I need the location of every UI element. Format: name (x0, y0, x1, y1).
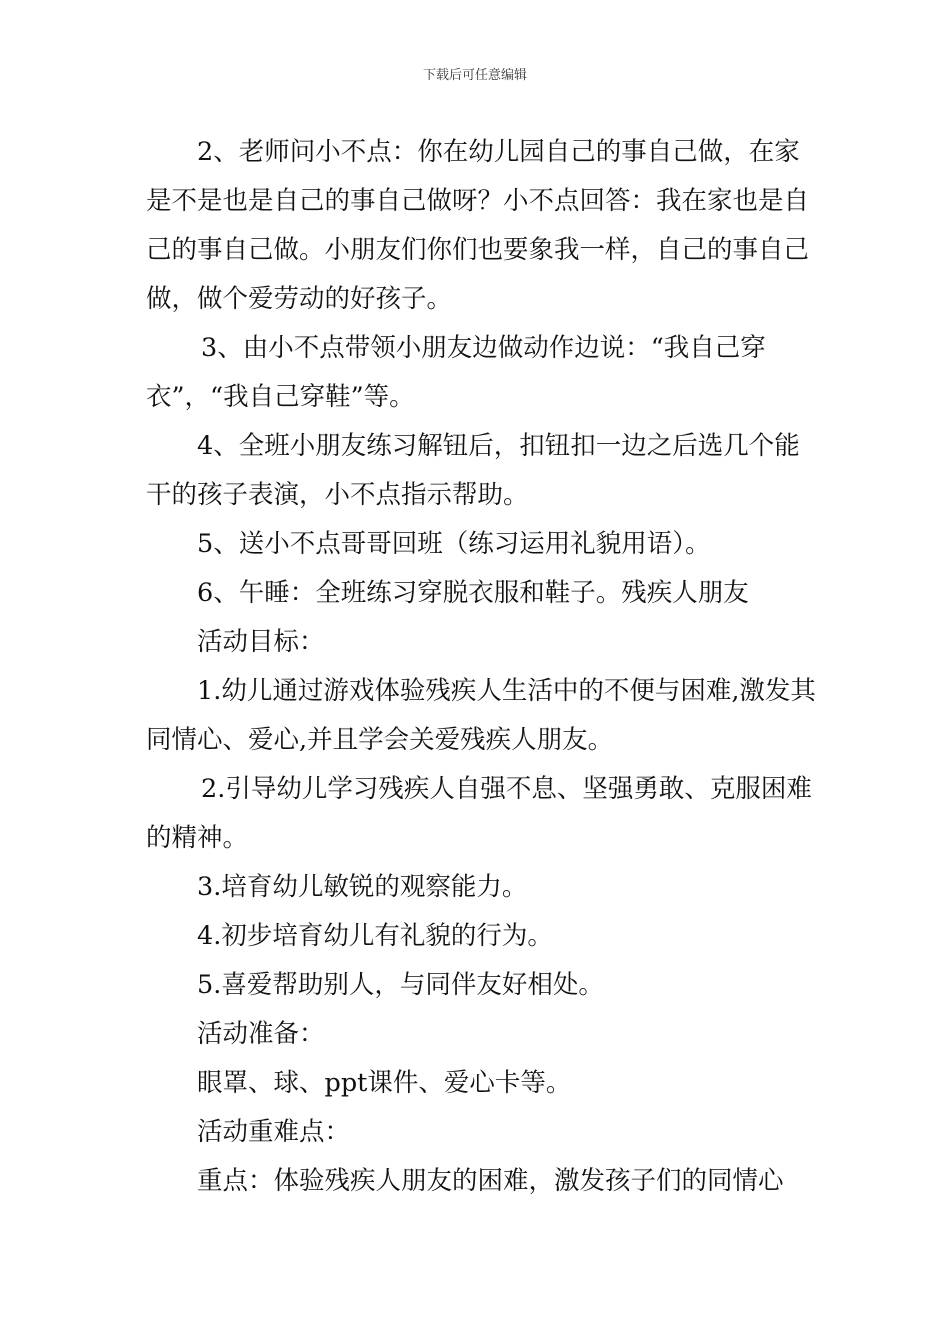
goal-item-1: 1.幼儿通过游戏体验残疾人生活中的不便与困难,激发其同情心、爱心,并且学会关爱残疾人朋友。 (146, 676, 816, 755)
paragraph-step-6: 6、午睡：全班练习穿脱衣服和鞋子。残疾人朋友 (197, 578, 749, 608)
key-point-text: 重点：体验残疾人朋友的困难，激发孩子们的同情心 (197, 1166, 784, 1196)
paragraph-step-4: 4、全班小朋友练习解钮后，扣钮扣一边之后选几个能干的孩子表演，小不点指示帮助。 (146, 431, 800, 510)
section-heading-key-points: 活动重难点： (197, 1117, 351, 1147)
paragraph-step-2: 2、老师问小不点：你在幼儿园自己的事自己做，在家是不是也是自己的事自己做呀？小不点回答：我在家也是自己的事自己做。小朋友们你们也要象我一样，自己的事自己做，做个爱劳动的好孩子。 (146, 137, 810, 314)
page-header: 下载后可任意编辑 (422, 68, 527, 83)
document-body (146, 128, 816, 1206)
goal-item-2: 2.引导幼儿学习残疾人自强不息、坚强勇敢、克服困难的精神。 (146, 774, 812, 853)
preparation-materials: 眼罩、球、ppt课件、爱心卡等。 (197, 1068, 572, 1098)
paragraph-step-5: 5、送小不点哥哥回班（练习运用礼貌用语）。 (197, 529, 711, 559)
goal-item-4: 4.初步培育幼儿有礼貌的行为。 (197, 921, 553, 951)
goal-item-5: 5.喜爱帮助别人，与同伴友好相处。 (197, 970, 604, 1000)
section-heading-preparation: 活动准备： (197, 1019, 325, 1049)
goal-item-3: 3.培育幼儿敏锐的观察能力。 (197, 872, 528, 902)
section-heading-goals: 活动目标： (197, 627, 325, 657)
paragraph-step-3: 3、由小不点带领小朋友边做动作边说：“我自己穿衣”，“我自己穿鞋”等。 (146, 333, 766, 412)
